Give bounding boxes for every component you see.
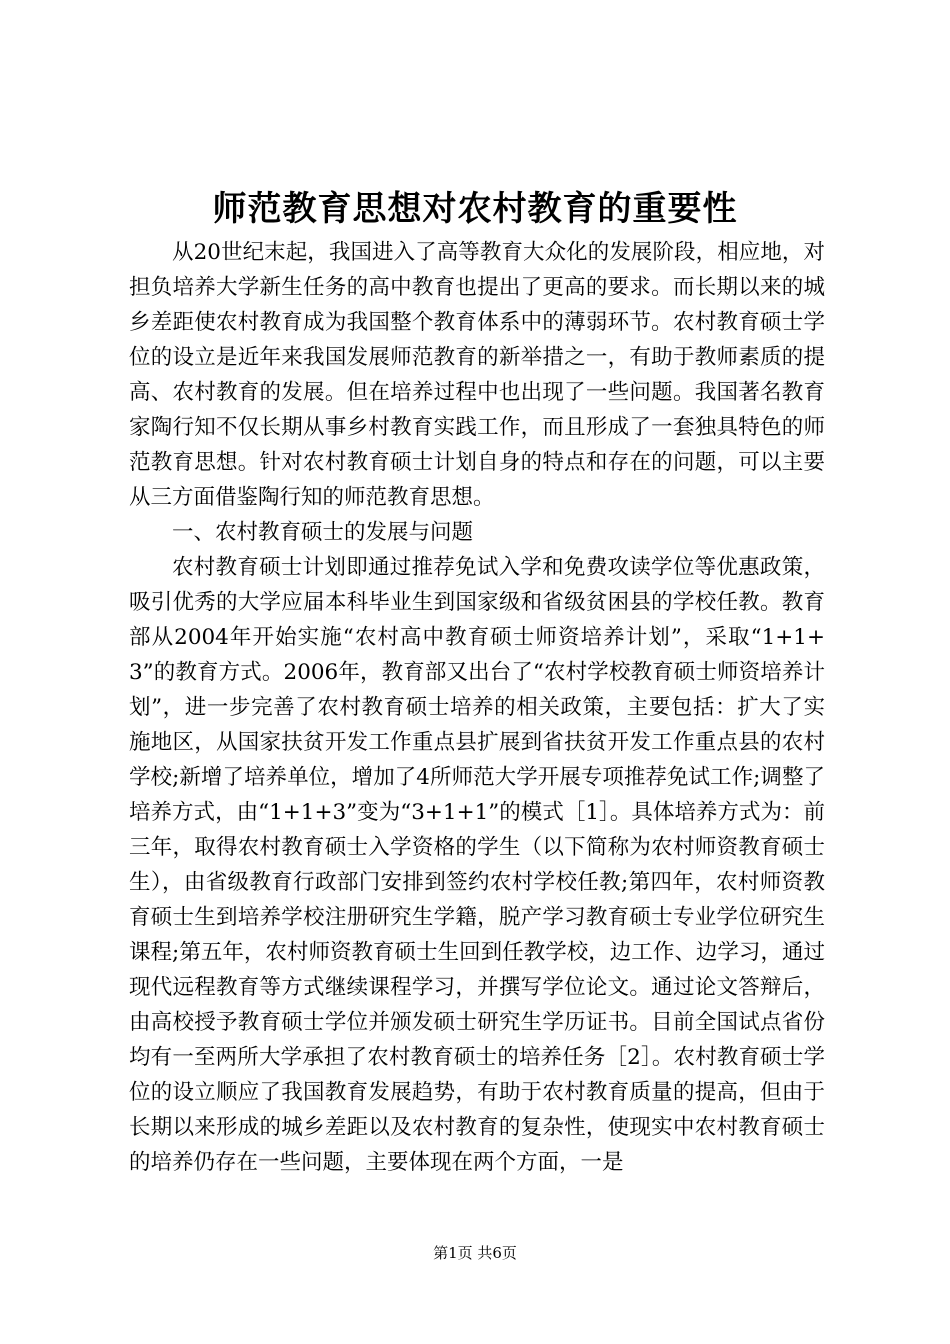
document-title: 师范教育思想对农村教育的重要性 [212, 189, 738, 229]
paragraph-intro: 从20世纪末起，我国进入了高等教育大众化的发展阶段，相应地，对担负培养大学新生任务的高中教育也提出了更高的要求。而长期以来的城乡差距使农村教育成为我国整个教育体系中的薄弱环节。农村教育硕士学位的设立是近年来我国发展师范教育的新举措之一，有助于教师素质的提高、农村教育的发展。但在培养过程中也出现了一些问题。我国著名教育家陶行知不仅长期从事乡村教育实践工作，而且形成了一套独具特色的师范教育思想。针对农村教育硕士计划自身的特点和存在的问题，可以主要从三方面借鉴陶行知的师范教育思想。 [129, 240, 825, 510]
paragraph-section-1: 农村教育硕士计划即通过推荐免试入学和免费攻读学位等优惠政策，吸引优秀的大学应届本科毕业生到国家级和省级贫困县的学校任教。教育部从2004年开始实施“农村高中教育硕士师资培养计划”，采取“1+1+3”的教育方式。2006年，教育部又出台了“农村学校教育硕士师资培养计划”，进一步完善了农村教育硕士培养的相关政策，主要包括：扩大了实施地区，从国家扶贫开发工作重点县扩展到省扶贫开发工作重点县的农村学校;新增了培养单位，增加了4所师范大学开展专项推荐免试工作;调整了培养方式，由“1+1+3”变为“3+1+1”的模式［1］。具体培养方式为：前三年，取得农村教育硕士入学资格的学生（以下简称为农村师资教育硕士生），由省级教育行政部门安排到签约农村学校任教;第四年，农村师资教育硕士生到培养学校注册研究生学籍，脱产学习教育硕士专业学位研究生课程;第五年，农村师资教育硕士生回到任教学校，边工作、边学习，通过现代远程教育等方式继续课程学习，并撰写学位论文。通过论文答辩后，由高校授予教育硕士学位并颁发硕士研究生学历证书。目前全国试点省份均有一至两所大学承担了农村教育硕士的培养任务［2］。农村教育硕士学位的设立顺应了我国教育发展趋势，有助于农村教育质量的提高，但由于长期以来形成的城乡差距以及农村教育的复杂性，使现实中农村教育硕士的培养仍存在一些问题，主要体现在两个方面，一是 [129, 555, 825, 1175]
section-heading: 一、农村教育硕士的发展与问题 [172, 520, 474, 545]
page-footer: 第1页 共6页 [433, 1244, 517, 1262]
document-body [129, 235, 825, 1180]
